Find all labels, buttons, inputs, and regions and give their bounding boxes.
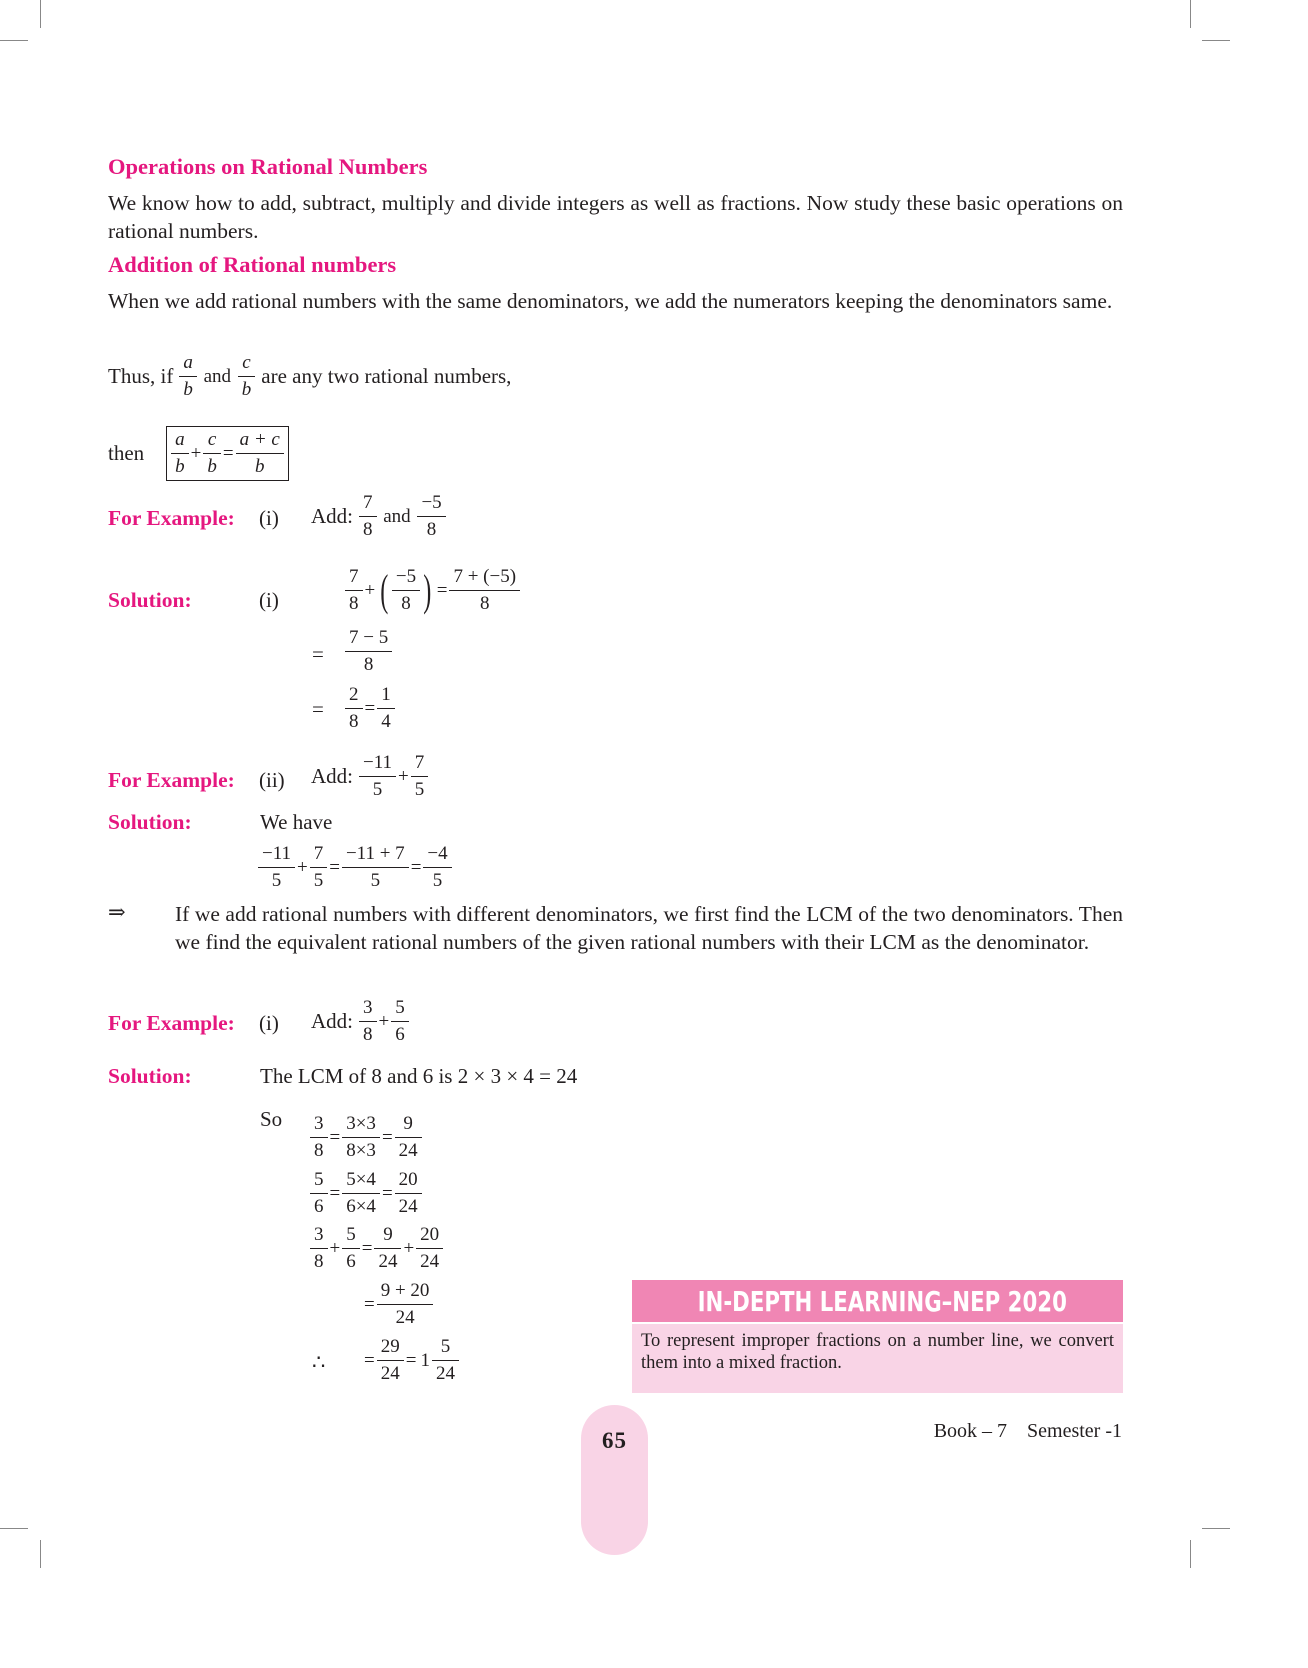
numerator: 7 + (−5): [453, 566, 517, 587]
numerator: 5: [395, 997, 405, 1018]
fraction: [379, 1336, 402, 1385]
solution-3-line-1: [310, 1113, 422, 1162]
fraction: [173, 429, 187, 478]
denominator: 8: [359, 516, 377, 541]
numerator: c: [207, 429, 217, 450]
numerator: 3: [314, 1113, 324, 1134]
denominator: 6×4: [342, 1193, 380, 1218]
numerator: 20: [398, 1169, 418, 1190]
fraction: [238, 429, 282, 478]
numerator: 7 − 5: [349, 627, 389, 648]
denominator: 8: [345, 708, 363, 733]
numerator: a + c: [239, 429, 280, 450]
math-expression: [258, 843, 452, 892]
denominator: 6: [391, 1021, 409, 1046]
numerator: −5: [421, 492, 442, 513]
math-expression: [310, 1224, 443, 1273]
numerator: 20: [420, 1224, 440, 1245]
numerator: −5: [395, 566, 417, 587]
section-heading-addition: Addition of Rational numbers: [108, 252, 397, 277]
denominator: 24: [416, 1248, 443, 1273]
therefore-symbol: ∴: [312, 1350, 326, 1374]
math-operator: =: [329, 1126, 341, 1148]
numerator: 5: [440, 1336, 451, 1357]
parenthesis: (: [380, 565, 389, 615]
thus-suffix: are any two rational numbers,: [261, 364, 512, 388]
crop-mark: [0, 1528, 28, 1529]
solution-3-line-5: [362, 1336, 459, 1385]
nep-info-box: [632, 1280, 1123, 1393]
add-label: Add:: [311, 504, 353, 528]
denominator: b: [238, 376, 256, 401]
solution-1-line-2: [345, 627, 392, 676]
numerator: 29: [380, 1336, 400, 1357]
denominator: 5: [359, 776, 396, 801]
fraction: [312, 843, 326, 892]
math-operator: +: [329, 1237, 341, 1259]
fraction: [344, 1224, 358, 1273]
denominator: 4: [377, 708, 395, 733]
fraction: [347, 627, 390, 676]
denominator: 24: [374, 1248, 401, 1273]
fraction: [361, 492, 375, 541]
math-operator: =: [222, 442, 234, 464]
fraction: [413, 752, 427, 801]
denominator: 5: [411, 776, 429, 801]
numerator: 7: [363, 492, 373, 513]
thus-expression: [179, 352, 255, 401]
math-expression: [345, 627, 392, 676]
fraction: [312, 1113, 326, 1162]
example-3-question: [311, 997, 409, 1046]
numerator: −4: [427, 843, 448, 864]
fraction: [397, 1113, 420, 1162]
solution-1-line-1: [345, 566, 520, 615]
fraction: [205, 429, 219, 478]
thus-line: [108, 352, 511, 401]
numerator: 5: [346, 1224, 356, 1245]
example-2-question: [311, 752, 428, 801]
denominator: 24: [377, 1304, 434, 1329]
solution-2-expression: [258, 843, 452, 892]
numerator: 2: [349, 684, 359, 705]
and-text: and: [198, 365, 236, 387]
fraction: [379, 684, 393, 733]
math-expression: [362, 1280, 433, 1329]
numerator: 3: [314, 1224, 324, 1245]
denominator: 24: [395, 1193, 422, 1218]
denominator: 8: [392, 590, 420, 615]
numerator: −11: [262, 843, 292, 864]
solution-number: (i): [259, 588, 279, 612]
math-operator: +: [398, 765, 409, 787]
crop-mark: [0, 40, 28, 41]
math-operator: =: [329, 856, 340, 878]
paragraph-intro: We know how to add, subtract, multiply and divide integers as well as fractions. Now study these basic operations on rational numbers.: [108, 191, 1123, 243]
fraction: [347, 566, 361, 615]
denominator: 5: [342, 867, 409, 892]
denominator: 24: [377, 1360, 404, 1385]
denominator: 8: [310, 1137, 328, 1162]
solution-label: Solution:: [108, 810, 192, 834]
numerator: 9: [403, 1113, 413, 1134]
math-operator: =: [381, 1182, 393, 1204]
example-label: For Example:: [108, 506, 235, 530]
fraction: [260, 843, 293, 892]
addition-rule-box: [166, 426, 289, 481]
math-operator: =: [364, 697, 376, 719]
thus-prefix: Thus, if: [108, 364, 174, 388]
numerator: 7: [349, 566, 359, 587]
parenthesis: ): [423, 565, 432, 615]
fraction: [419, 492, 443, 541]
denominator: 8: [449, 590, 520, 615]
denominator: 8×3: [342, 1137, 380, 1162]
denominator: 8: [359, 1021, 377, 1046]
denominator: b: [236, 453, 284, 478]
crop-mark: [40, 0, 41, 28]
then-line: [108, 426, 289, 481]
math-operator: =: [361, 1237, 373, 1259]
math-operator: +: [403, 1237, 415, 1259]
numerator: −11 + 7: [345, 843, 405, 864]
numerator: 9: [383, 1224, 393, 1245]
fraction: [434, 1336, 457, 1385]
math-operator: +: [378, 1010, 390, 1032]
numerator: a: [183, 352, 193, 373]
math-expression: [310, 1169, 422, 1218]
denominator: 5: [310, 867, 328, 892]
numerator: 9 + 20: [380, 1280, 430, 1301]
example-number: (ii): [259, 768, 285, 792]
numerator: 3: [363, 997, 373, 1018]
fraction: [240, 352, 254, 401]
example-1-question: [311, 492, 446, 541]
fraction: [394, 566, 418, 615]
denominator: 24: [395, 1137, 422, 1162]
denominator: b: [179, 376, 197, 401]
math-operator: +: [364, 579, 376, 601]
denominator: 5: [423, 867, 451, 892]
numerator: 7: [414, 752, 425, 773]
example-number: (i): [259, 1011, 279, 1035]
and-text: and: [378, 505, 416, 527]
fraction: [376, 1224, 399, 1273]
denominator: 8: [310, 1248, 328, 1273]
solution-3-line-3: [310, 1224, 443, 1273]
equals-sign: =: [312, 697, 324, 721]
math-operator: =: [405, 1349, 417, 1371]
numerator: −11: [363, 752, 393, 773]
fraction: [344, 1113, 378, 1162]
denominator: b: [203, 453, 221, 478]
example-3-expression: [359, 997, 409, 1046]
nep-header-band: [632, 1280, 1123, 1322]
math-operator: 1: [420, 1349, 430, 1371]
so-text: So: [260, 1107, 283, 1131]
book-semester-label: Book – 7 Semester -1: [933, 1420, 1122, 1442]
crop-mark: [1190, 0, 1191, 28]
fraction: [418, 1224, 441, 1273]
fraction: [393, 997, 407, 1046]
solution-3-line-2: [310, 1169, 422, 1218]
numerator: c: [242, 352, 251, 373]
denominator: 8: [417, 516, 445, 541]
solution-1-line-3: [345, 684, 395, 733]
denominator: 8: [345, 590, 363, 615]
example-label: For Example:: [108, 1011, 235, 1035]
math-operator: =: [364, 1293, 375, 1315]
numerator: 5×4: [346, 1169, 376, 1190]
numerator: a: [175, 429, 185, 450]
fraction: [181, 352, 195, 401]
math-expression: [310, 1113, 422, 1162]
denominator: 6: [310, 1193, 328, 1218]
implies-arrow-icon: ⇒: [108, 900, 126, 924]
example-number: (i): [259, 506, 279, 530]
fraction: [312, 1224, 326, 1273]
add-label: Add:: [311, 1009, 353, 1033]
math-expression: [345, 566, 520, 615]
denominator: 8: [345, 651, 392, 676]
fraction: [347, 684, 361, 733]
add-label: Add:: [311, 764, 353, 788]
denominator: b: [171, 453, 189, 478]
solution-3-line-4: [362, 1280, 433, 1329]
solution-label: Solution:: [108, 588, 192, 612]
fraction: [344, 1169, 378, 1218]
numerator: 3×3: [346, 1113, 376, 1134]
numerator: 5: [314, 1169, 324, 1190]
nep-text: To represent improper fractions on a number line, we convert them into a mixed fraction.: [632, 1322, 1123, 1374]
crop-mark: [1202, 40, 1230, 41]
then-label: then: [108, 441, 145, 465]
fraction: [397, 1169, 420, 1218]
example-2-expression: [359, 752, 428, 801]
math-operator: =: [436, 579, 448, 601]
solution-label: Solution:: [108, 1064, 192, 1088]
math-expression: [345, 684, 395, 733]
fraction: [425, 843, 449, 892]
numerator: 1: [381, 684, 391, 705]
math-operator: =: [329, 1182, 341, 1204]
fraction: [379, 1280, 432, 1329]
fraction: [451, 566, 518, 615]
fraction: [361, 752, 394, 801]
math-operator: =: [381, 1126, 393, 1148]
denominator: 5: [258, 867, 295, 892]
lcm-text: The LCM of 8 and 6 is 2 × 3 × 4 = 24: [260, 1064, 578, 1088]
we-have-text: We have: [260, 810, 333, 834]
crop-mark: [1190, 1540, 1191, 1568]
crop-mark: [1202, 1528, 1230, 1529]
fraction: [361, 997, 375, 1046]
page-number: 65: [602, 1428, 627, 1453]
numerator: 7: [313, 843, 324, 864]
math-operator: =: [364, 1349, 375, 1371]
fraction: [312, 1169, 326, 1218]
fraction: [344, 843, 407, 892]
crop-mark: [40, 1540, 41, 1568]
denominator: 6: [342, 1248, 360, 1273]
section-heading-operations: Operations on Rational Numbers: [108, 154, 428, 179]
nep-title: IN-DEPTH LEARNING–NEP 2020: [697, 1285, 1067, 1318]
example-label: For Example:: [108, 768, 235, 792]
denominator: 24: [432, 1360, 459, 1385]
math-expression: [362, 1336, 459, 1385]
equals-sign: =: [312, 642, 324, 666]
math-operator: =: [410, 856, 422, 878]
note-paragraph: If we add rational numbers with different denominators, we first find the LCM of the two denominators. Then we find the equivalent rational numbers of the given rational numbers with their LCM as the denominator.: [175, 902, 1123, 954]
example-1-expression: [359, 492, 446, 541]
paragraph-addition: When we add rational numbers with the same denominators, we add the numerators keeping the denominators same.: [108, 289, 1113, 313]
math-operator: +: [190, 442, 202, 464]
math-operator: +: [297, 856, 308, 878]
